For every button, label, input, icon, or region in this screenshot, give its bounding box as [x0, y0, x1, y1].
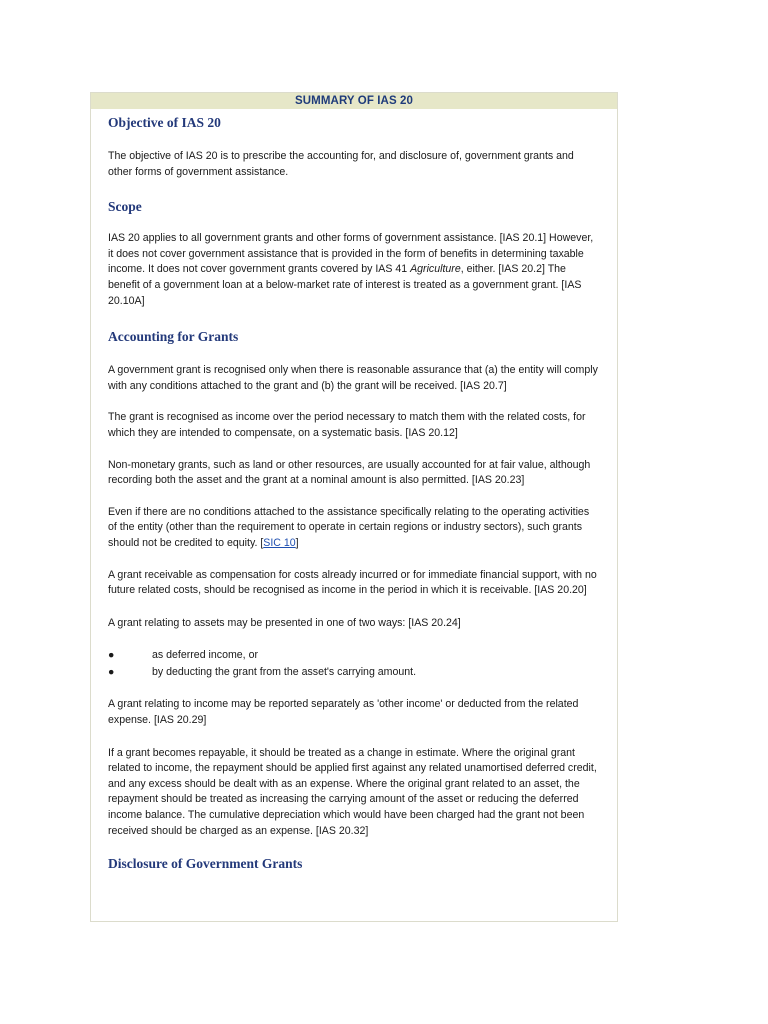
list-item: [108, 648, 600, 664]
accounting-paragraph-2: The grant is recognised as income over the period necessary to match them with the related costs, for which they are intended to compensate, on a systematic basis. [IAS 20.12]: [108, 411, 586, 439]
list-item: [108, 665, 600, 681]
accounting-paragraph-3: Non-monetary grants, such as land or other resources, are usually accounted for at fair value, although recording both the asset and the grant at a nominal amount is also permitted. [IAS 20.23]: [108, 458, 591, 487]
document-title: SUMMARY OF IAS 20: [91, 93, 617, 109]
bullet-icon: ●: [108, 649, 115, 662]
bullet-icon: ●: [108, 665, 115, 678]
accounting-paragraph-4: Even if there are no conditions attached to the assistance specifically relating to the operating activities of the entity (other than the requirement to operate in certain regions or industry sectors), such grants should not be credited to equity. [SIC 10]: [108, 505, 590, 549]
heading-disclosure: Disclosure of Government Grants: [108, 856, 303, 872]
sic-10-link[interactable]: SIC 10: [263, 536, 296, 549]
scope-paragraph: IAS 20 applies to all government grants and other forms of government assistance. [IAS 20.1] However, it does not cover government assistance that is provided in the form of benefits in determining taxable income. It does not cover government grants covered by IAS 41 Agriculture, either. [IAS 20.2] The benefit of a government loan at a below-market rate of interest is treated as a government grant. [IAS 20.10A]: [108, 232, 594, 307]
bullet-text: as deferred income, or: [152, 649, 258, 662]
accounting-paragraph-7: A grant relating to income may be reported separately as 'other income' or deducted from the related expense. [IAS 20.29]: [108, 698, 579, 727]
bullet-list: [108, 648, 600, 680]
scope-italic-term: Agriculture: [410, 263, 461, 276]
heading-accounting: Accounting for Grants: [108, 329, 239, 345]
document-body: [91, 114, 617, 873]
accounting-paragraph-8: If a grant becomes repayable, it should be treated as a change in estimate. Where the original grant related to income, the repayment should be applied first against any related unamortised deferred credit, and any excess should be dealt with as an expense. Where the original grant related to an asset, the repayment should be treated as increasing the carrying amount of the asset or reducing the deferred income balance. The cumulative depreciation which would have been charged had the grant not been received should be charged as an expense. [IAS 20.32]: [108, 746, 597, 837]
accounting-paragraph-6: A grant relating to assets may be presented in one of two ways: [IAS 20.24]: [108, 616, 461, 629]
objective-paragraph: The objective of IAS 20 is to prescribe the accounting for, and disclosure of, government grants and other forms of government assistance.: [108, 150, 574, 178]
heading-scope: Scope: [108, 199, 142, 215]
accounting-paragraph-1: A government grant is recognised only when there is reasonable assurance that (a) the entity will comply with any conditions attached to the grant and (b) the grant will be received. [IAS 20.7]: [108, 364, 598, 392]
bullet-text: by deducting the grant from the asset's carrying amount.: [152, 665, 417, 678]
accounting-paragraph-5: A grant receivable as compensation for costs already incurred or for immediate financial support, with no future related costs, should be recognised as income in the period in which it is receivable. [IAS 20.20]: [108, 568, 597, 597]
document-frame: [90, 92, 618, 922]
heading-objective: Objective of IAS 20: [108, 115, 221, 130]
